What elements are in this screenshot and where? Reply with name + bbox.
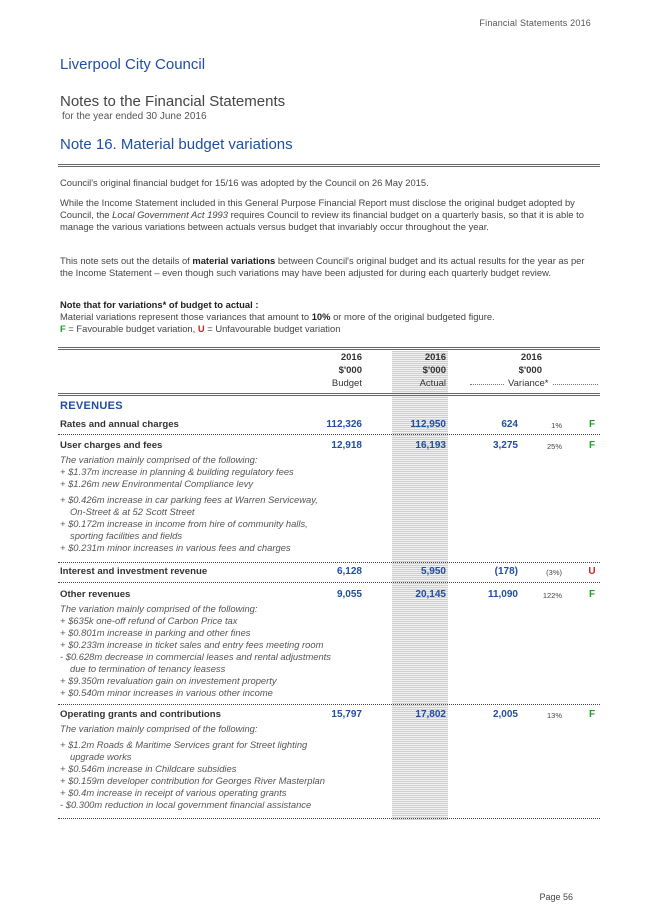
actual-year: 2016	[424, 352, 446, 363]
divider	[58, 164, 600, 167]
section-title: Notes to the Financial Statements	[60, 93, 286, 110]
row-budget-interest: 6,128	[336, 566, 362, 577]
row-variance-other-revenues: 11,090	[487, 589, 518, 600]
detail-line: + $0.801m increase in parking and other fines	[60, 627, 251, 638]
budget-unit: $'000	[338, 365, 362, 376]
row-label-other-revenues: Other revenues	[60, 589, 131, 600]
intro-paragraph-3	[60, 255, 600, 279]
actual-label: Actual	[419, 378, 446, 389]
row-budget-rates: 112,326	[326, 419, 362, 430]
detail-line: The variation mainly comprised of the following:	[60, 603, 258, 614]
row-details-operating-grants	[60, 723, 380, 811]
detail-line: + $0.4m increase in receipt of various operating grants	[60, 787, 287, 798]
detail-line: + $0.426m increase in car parking fees at Warren Serviceway,	[60, 494, 318, 505]
budget-year: 2016	[340, 352, 362, 363]
row-flag-rates: F	[588, 419, 596, 430]
row-variance-operating-grants: 2,005	[492, 709, 518, 720]
row-budget-operating-grants: 15,797	[331, 709, 362, 720]
row-flag-user-charges: F	[588, 440, 596, 451]
row-pct-rates: 1%	[551, 421, 562, 430]
row-divider	[58, 562, 600, 563]
variance-unit: $'000	[518, 365, 542, 376]
p2-text-a: While the Income Statement included in this General Purpose Financial Report must disclose the original budget adopted by Council, the	[60, 197, 575, 220]
intro-paragraph-4	[60, 299, 600, 335]
detail-line: sporting facilities and fields	[70, 530, 183, 541]
p3-text-a: This note sets out the details of	[60, 255, 193, 266]
intro-paragraph-1: Council's original financial budget for 15/16 was adopted by the Council on 26 May 2015.	[60, 177, 429, 188]
org-title: Liverpool City Council	[60, 56, 206, 73]
p4-text-b: or more of the original budgeted figure.	[330, 311, 495, 322]
table-bottom-rule	[58, 818, 600, 819]
row-pct-operating-grants: 13%	[546, 711, 562, 720]
row-variance-user-charges: 3,275	[492, 440, 518, 451]
row-label-operating-grants: Operating grants and contributions	[60, 709, 221, 720]
row-actual-user-charges: 16,193	[415, 440, 446, 451]
row-divider	[58, 434, 600, 435]
table-header-rule	[58, 393, 600, 396]
p4-bold: 10%	[311, 311, 331, 322]
row-divider	[58, 704, 600, 705]
row-details-other-revenues	[60, 603, 380, 699]
section-subtitle: for the year ended 30 June 2016	[62, 111, 207, 122]
row-variance-interest: (178)	[494, 566, 518, 577]
detail-line: + $1.2m Roads & Maritime Services grant for Street lighting	[60, 739, 308, 750]
legend-f-text: = Favourable budget variation,	[65, 323, 198, 334]
p4-text-a: Material variations represent those variances that amount to	[60, 311, 312, 322]
page-number: Page 56	[539, 892, 573, 902]
row-label-user-charges: User charges and fees	[60, 440, 163, 451]
p2-text-b: requires Council to review its financial budget on a quarterly basis, so that it is able to manage the various variations between actuals versus budget that invariably occur throughout the year.	[60, 209, 584, 232]
row-flag-operating-grants: F	[588, 709, 596, 720]
detail-line: + $9.350m revaluation gain on investement property	[60, 675, 277, 686]
running-header: Financial Statements 2016	[479, 18, 591, 28]
row-actual-interest: 5,950	[420, 566, 446, 577]
variance-label: Variance*	[505, 378, 552, 389]
detail-line: + $0.540m minor increases in various other income	[60, 687, 273, 698]
row-pct-interest: (3%)	[546, 568, 562, 577]
detail-line: + $1.37m increase in planning & building regulatory fees	[60, 466, 294, 477]
detail-line: + $0.546m increase in Childcare subsidies	[60, 763, 237, 774]
budget-label: Budget	[331, 378, 362, 389]
detail-line: + $0.233m increase in ticket sales and entry fees meeting room	[60, 639, 324, 650]
row-label-interest: Interest and investment revenue	[60, 566, 208, 577]
variance-year: 2016	[520, 352, 542, 363]
row-details-user-charges	[60, 454, 380, 554]
detail-line: + $0.172m increase in income from hire of community halls,	[60, 518, 308, 529]
detail-line: due to termination of tenancy leasess	[70, 663, 226, 674]
detail-line: + $1.26m new Environmental Compliance levy	[60, 478, 254, 489]
detail-line: On-Street & at 52 Scott Street	[70, 506, 195, 517]
p2-act: Local Government Act 1993	[112, 209, 228, 220]
detail-line: upgrade works	[70, 751, 132, 762]
row-budget-user-charges: 12,918	[331, 440, 362, 451]
p3-bold: material variations	[192, 255, 276, 266]
p3-text-b: between Council's original budget and its actual results for the year as per the Income Statement – even though such variations may have been adjusted for during each quarterly budget review.	[60, 255, 585, 278]
note-title: Note 16. Material budget variations	[60, 136, 293, 153]
row-divider	[58, 582, 600, 583]
row-actual-operating-grants: 17,802	[415, 709, 446, 720]
detail-line: The variation mainly comprised of the following:	[60, 454, 258, 465]
detail-line: The variation mainly comprised of the following:	[60, 723, 258, 734]
actual-unit: $'000	[422, 365, 446, 376]
row-flag-interest: U	[588, 566, 596, 577]
row-variance-rates: 624	[501, 419, 518, 430]
row-label-rates: Rates and annual charges	[60, 419, 179, 430]
table-top-rule	[58, 347, 600, 350]
detail-line: - $0.300m reduction in local government financial assistance	[60, 799, 312, 810]
variance-legend	[60, 323, 600, 335]
variance-note-heading: Note that for variations* of budget to actual :	[60, 299, 259, 310]
row-pct-other-revenues: 122%	[542, 591, 562, 600]
intro-paragraph-2	[60, 197, 600, 233]
row-actual-rates: 112,950	[410, 419, 446, 430]
detail-line: + $635k one-off refund of Carbon Price tax	[60, 615, 238, 626]
detail-line: + $0.159m developer contribution for Georges River Masterplan	[60, 775, 325, 786]
legend-f: F	[60, 323, 66, 334]
row-pct-user-charges: 25%	[546, 442, 562, 451]
detail-line: - $0.628m decrease in commercial leases and rental adjustments	[60, 651, 331, 662]
legend-u-text: = Unfavourable budget variation	[204, 323, 341, 334]
detail-line: + $0.231m minor increases in various fees and charges	[60, 542, 291, 553]
revenues-heading: REVENUES	[60, 400, 123, 412]
row-budget-other-revenues: 9,055	[336, 589, 362, 600]
legend-u: U	[197, 323, 205, 334]
row-flag-other-revenues: F	[588, 589, 596, 600]
row-actual-other-revenues: 20,145	[415, 589, 446, 600]
